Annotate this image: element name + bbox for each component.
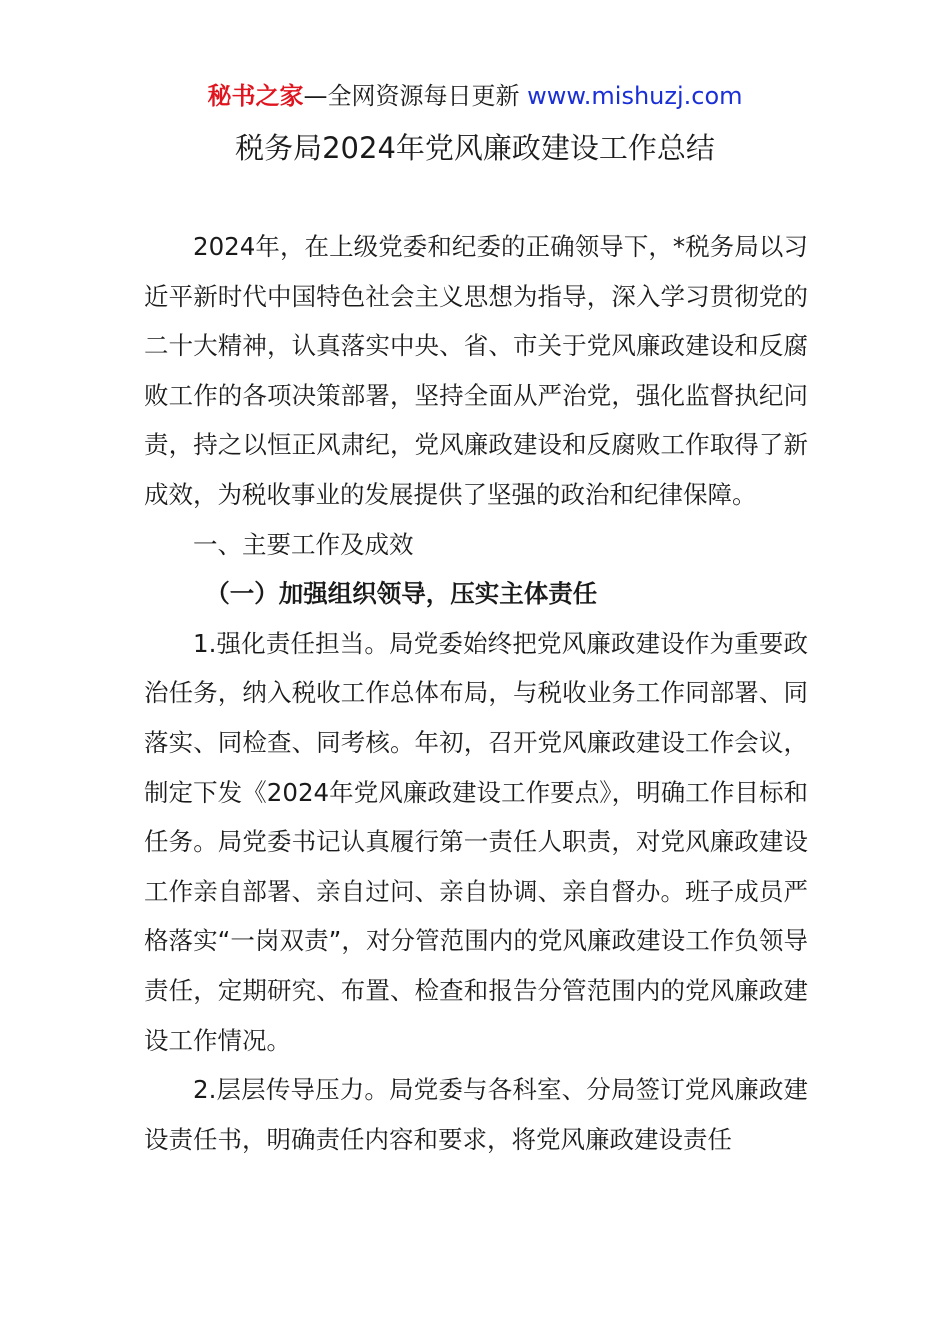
- item-paragraph-1: 1.强化责任担当。局党委始终把党风廉政建设作为重要政治任务，纳入税收工作总体布局，与税收业务工作同部署、同落实、同检查、同考核。年初，召开党风廉政建设工作会议，制定下发《2024年党风廉政建设工作要点》，明确工作目标和任务。局党委书记认真履行第一责任人职责，对党风廉政建设工作亲自部署、亲自过问、亲自协调、亲自督办。班子成员严格落实“一岗双责”，对分管范围内的党风廉政建设工作负领导责任，定期研究、布置、检查和报告分管范围内的党风廉政建设工作情况。: [144, 628, 808, 1055]
- site-brand: 秘书之家: [207, 82, 304, 110]
- site-banner: [0, 80, 950, 112]
- document-title: 税务局2024年党风廉政建设工作总结: [235, 131, 715, 165]
- item-paragraph-2: 2.层层传导压力。局党委与各科室、分局签订党风廉政建设责任书，明确责任内容和要求，将党风廉政建设责任: [144, 1075, 808, 1154]
- site-url-link[interactable]: www.mishuzj.com: [527, 82, 743, 110]
- document-body: [144, 222, 808, 1164]
- section-heading: 一、主要工作及成效: [193, 529, 414, 559]
- intro-paragraph: 2024年，在上级党委和纪委的正确领导下，*税务局以习近平新时代中国特色社会主义思想为指导，深入学习贯彻党的二十大精神，认真落实中央、省、市关于党风廉政建设和反腐败工作的各项决策部署，坚持全面从严治党，强化监督执纪问责，持之以恒正风肃纪，党风廉政建设和反腐败工作取得了新成效，为税收事业的发展提供了坚强的政治和纪律保障。: [144, 232, 808, 509]
- site-tagline: —全网资源每日更新: [303, 82, 528, 110]
- subsection-heading: （一）加强组织领导，压实主体责任: [205, 579, 598, 609]
